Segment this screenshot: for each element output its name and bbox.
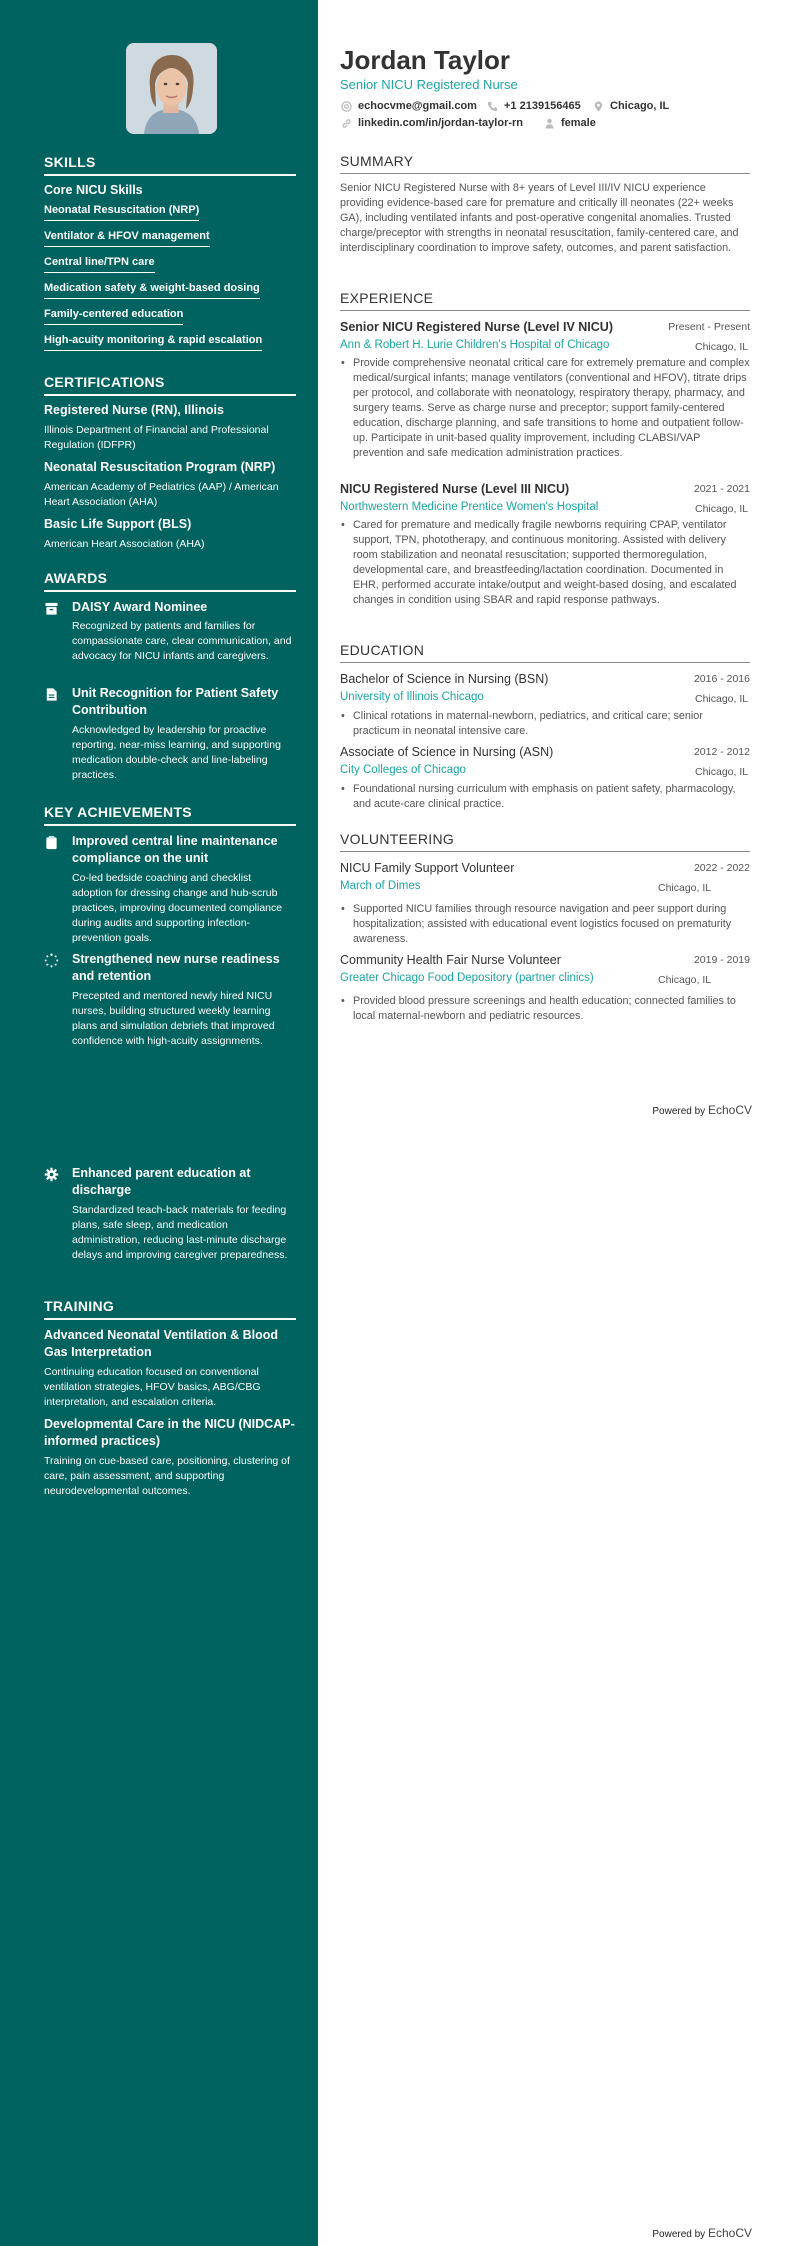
achievement-description: Co-led bedside coaching and checklist adoption for dressing change and hub-scrub practices, improving documented compliance during audits and supporting infection-prevention goals.	[72, 872, 283, 944]
powered-by-footer[interactable]	[652, 2226, 752, 2240]
job-title: NICU Registered Nurse (Level III NICU)	[340, 482, 570, 496]
training-description: Training on cue-based care, positioning, clustering of care, pain assessment, and supporting neurodevelopmental outcomes.	[44, 1455, 290, 1497]
link-icon	[341, 118, 352, 129]
achievement-title: Strengthened new nurse readiness and retention	[72, 952, 280, 983]
person-icon	[544, 118, 555, 129]
contact-location: Chicago, IL	[610, 100, 670, 112]
powered-by-footer[interactable]	[652, 1103, 752, 1117]
brand-logo: EchoCV	[707, 2226, 752, 2240]
at-icon	[341, 101, 352, 112]
certification-org: Illinois Department of Financial and Professional Regulation (IDFPR)	[44, 424, 269, 451]
certification-title: Basic Life Support (BLS)	[44, 517, 192, 531]
certification-org: American Academy of Pediatrics (AAP) / American Heart Association (AHA)	[44, 481, 279, 508]
candidate-name: Jordan Taylor	[340, 45, 511, 75]
achievement-description: Standardized teach-back materials for feeding plans, safe sleep, and medication administration, reducing last-minute discharge delays and improving caregiver preparedness.	[72, 1204, 288, 1261]
award-title: Unit Recognition for Patient Safety Contribution	[72, 686, 279, 717]
training-title: Advanced Neonatal Ventilation & Blood Gas Interpretation	[44, 1328, 279, 1359]
skill-item: Central line/TPN care	[44, 256, 155, 273]
job-date: Present - Present	[668, 321, 750, 333]
achievements-heading: KEY ACHIEVEMENTS	[44, 804, 296, 826]
volunteer-role: Community Health Fair Nurse Volunteer	[340, 953, 561, 967]
contact-phone[interactable]: +1 2139156465	[504, 100, 581, 112]
award-description: Recognized by patients and families for compassionate care, clear communication, and advocacy for NICU infants and caregivers.	[72, 620, 292, 662]
award-title: DAISY Award Nominee	[72, 600, 208, 614]
summary-text: Senior NICU Registered Nurse with 8+ years of Level III/IV NICU experience providing evidence-based care for premature and critically ill neonates (22+ weeks GA), including ventilated infants and post-operative congenital anomalies. Trusted charge/preceptor with strengths in neonatal resuscitation, family-centered care, and interdisciplinary coordination to improve safety, outcomes, and parent satisfaction.	[340, 182, 739, 254]
volunteer-bullet: • Supported NICU families through resource navigation and peer support during hospitalization; assisted with educational event logistics focused on prematurity awareness.	[340, 902, 750, 947]
powered-by-label: Powered by	[652, 2229, 706, 2240]
achievement-description: Precepted and mentored newly hired NICU nurses, building structured weekly learning plans and simulation debriefs that improved confidence with high-acuity assignments.	[72, 990, 275, 1047]
gear-icon	[44, 1167, 59, 1182]
training-heading: TRAINING	[44, 1298, 296, 1320]
spinner-icon	[44, 953, 59, 968]
job-employer: Northwestern Medicine Prentice Women's Hospital	[340, 501, 599, 513]
skills-group-title: Core NICU Skills	[44, 183, 143, 197]
awards-heading: AWARDS	[44, 570, 296, 592]
volunteer-date: 2019 - 2019	[693, 954, 750, 966]
education-heading: EDUCATION	[340, 642, 750, 663]
education-degree: Associate of Science in Nursing (ASN)	[340, 745, 554, 759]
location-pin-icon	[593, 101, 604, 112]
contact-email[interactable]: echocvme@gmail.com	[358, 100, 477, 112]
avatar	[126, 43, 217, 134]
experience-heading: EXPERIENCE	[340, 290, 750, 311]
skill-item: Medication safety & weight-based dosing	[44, 282, 260, 299]
skill-item: Ventilator & HFOV management	[44, 230, 210, 247]
education-date: 2012 - 2012	[693, 746, 750, 758]
volunteer-organization: Greater Chicago Food Depository (partner clinics)	[340, 972, 594, 984]
clipboard-icon	[44, 835, 59, 850]
education-bullet: • Clinical rotations in maternal-newborn, pediatrics, and critical care; senior practicum in neonatal intensive care.	[340, 709, 750, 739]
sidebar	[0, 0, 318, 2246]
job-title: Senior NICU Registered Nurse (Level IV NICU)	[340, 320, 613, 334]
summary-heading: SUMMARY	[340, 153, 750, 174]
education-school: University of Illinois Chicago	[340, 691, 484, 703]
achievement-title: Improved central line maintenance compliance on the unit	[72, 834, 278, 865]
education-bullet: • Foundational nursing curriculum with emphasis on patient safety, pharmacology, and acute-care clinical practice.	[340, 782, 750, 812]
volunteer-role: NICU Family Support Volunteer	[340, 861, 515, 875]
education-date: 2016 - 2016	[693, 673, 750, 685]
volunteer-location: Chicago, IL	[658, 974, 712, 986]
contact-linkedin[interactable]: linkedin.com/in/jordan-taylor-rn	[358, 117, 524, 129]
job-location: Chicago, IL	[695, 503, 749, 515]
education-location: Chicago, IL	[695, 766, 749, 778]
volunteer-bullet: • Provided blood pressure screenings and health education; connected families to local maternal-newborn and pediatric resources.	[340, 994, 750, 1024]
certifications-heading: CERTIFICATIONS	[44, 374, 296, 396]
job-bullet: • Provide comprehensive neonatal critical care for extremely premature and complex medical/surgical infants; manage ventilators (conventional and HFOV), titrate drips per protocol, and collaborate with neonatology, respiratory therapy, pharmacy, and surgery teams. Serve as charge nurse and preceptor; support family-centered education, discharge planning, and safe transitions to home and outpatient follow-up. Participate in unit-based quality improvement, including CLABSI/VAP prevention and safe medication administration practices.	[340, 356, 750, 461]
job-bullet: • Cared for premature and medically fragile newborns requiring CPAP, ventilator support, TPN, phototherapy, and continuous monitoring. Assisted with delivery room stabilization and neonatal resuscitation; supported thermoregulation, developmental care, and breastfeeding/lactation coordination. Documented in EHR, performed accurate intake/output and weight-based dosing, and escalated changes in condition using SBAR and rapid response pathways.	[340, 518, 750, 608]
volunteer-organization: March of Dimes	[340, 880, 421, 892]
certification-org: American Heart Association (AHA)	[44, 538, 205, 550]
job-date: 2021 - 2021	[693, 483, 750, 495]
job-employer: Ann & Robert H. Lurie Children's Hospital of Chicago	[340, 339, 610, 351]
candidate-title: Senior NICU Registered Nurse	[340, 77, 518, 92]
certification-title: Registered Nurse (RN), Illinois	[44, 403, 224, 417]
skill-item: Neonatal Resuscitation (NRP)	[44, 204, 199, 221]
skill-item: Family-centered education	[44, 308, 183, 325]
education-degree: Bachelor of Science in Nursing (BSN)	[340, 672, 549, 686]
education-location: Chicago, IL	[695, 693, 749, 705]
document-icon	[44, 687, 59, 702]
powered-by-label: Powered by	[652, 1106, 706, 1117]
education-school: City Colleges of Chicago	[340, 764, 466, 776]
skill-item: High-acuity monitoring & rapid escalation	[44, 334, 262, 351]
certification-title: Neonatal Resuscitation Program (NRP)	[44, 460, 276, 474]
training-title: Developmental Care in the NICU (NIDCAP-informed practices)	[44, 1417, 295, 1448]
achievement-title: Enhanced parent education at discharge	[72, 1166, 251, 1197]
job-location: Chicago, IL	[695, 341, 749, 353]
award-description: Acknowledged by leadership for proactive reporting, near-miss learning, and supporting medication double-check and line-labeling practices.	[72, 724, 281, 781]
volunteering-heading: VOLUNTEERING	[340, 831, 750, 852]
skills-heading: SKILLS	[44, 154, 296, 176]
volunteer-location: Chicago, IL	[658, 882, 712, 894]
training-description: Continuing education focused on conventional ventilation strategies, HFOV basics, ABG/CBG interpretation, and escalation criteria.	[44, 1366, 261, 1408]
phone-icon	[487, 101, 498, 112]
contact-gender: female	[561, 117, 596, 129]
brand-logo: EchoCV	[707, 1103, 752, 1117]
archive-icon	[44, 601, 59, 616]
profile-photo	[126, 43, 217, 134]
volunteer-date: 2022 - 2022	[693, 862, 750, 874]
